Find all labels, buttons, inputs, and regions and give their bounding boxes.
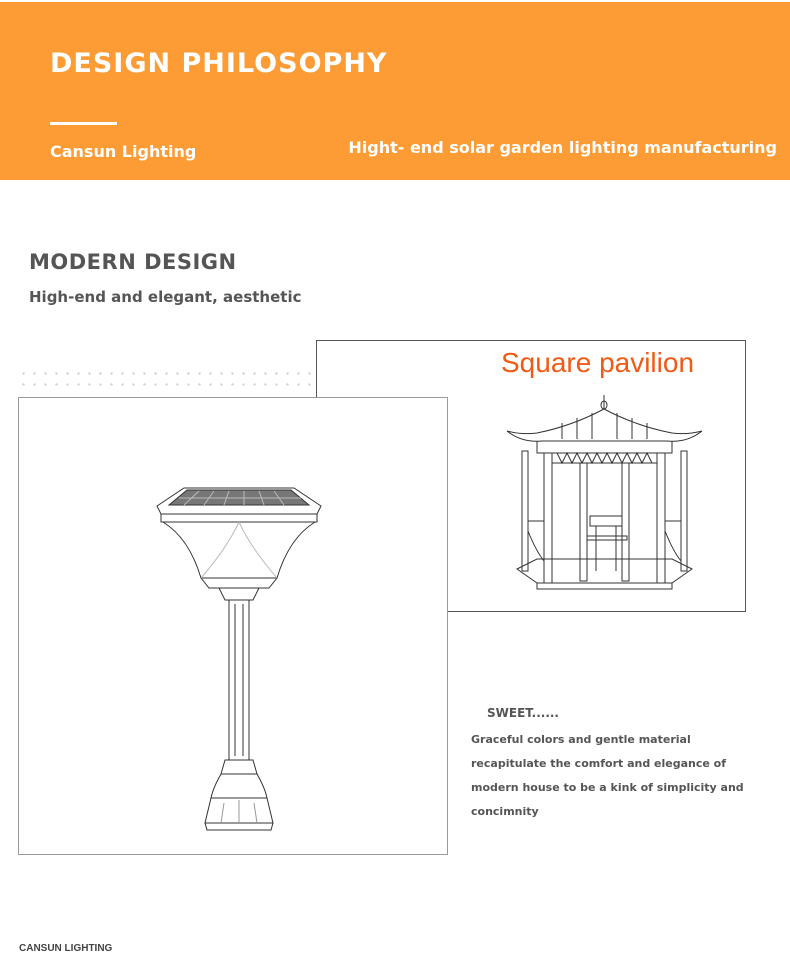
section-subtitle: High-end and elegant, aesthetic — [29, 288, 302, 306]
section-title: MODERN DESIGN — [29, 250, 237, 274]
banner-title: DESIGN PHILOSOPHY — [50, 48, 388, 79]
pavilion-sketch-icon — [502, 391, 707, 596]
banner-brand: Cansun Lighting — [50, 142, 197, 161]
header-banner — [0, 2, 790, 180]
sweet-description: Graceful colors and gentle material recapitulate the comfort and elegance of modern house to be a kink of simplicity and concimnity — [471, 733, 744, 818]
pavilion-title: Square pavilion — [501, 347, 695, 378]
lamp-card — [18, 397, 448, 855]
banner-divider — [50, 122, 117, 125]
sweet-title: SWEET...... — [487, 706, 559, 720]
banner-tagline: Hight- end solar garden lighting manufacturing — [348, 138, 777, 157]
footer-brand: CANSUN LIGHTING — [19, 943, 113, 954]
garden-lamp-sketch-icon — [149, 478, 329, 848]
